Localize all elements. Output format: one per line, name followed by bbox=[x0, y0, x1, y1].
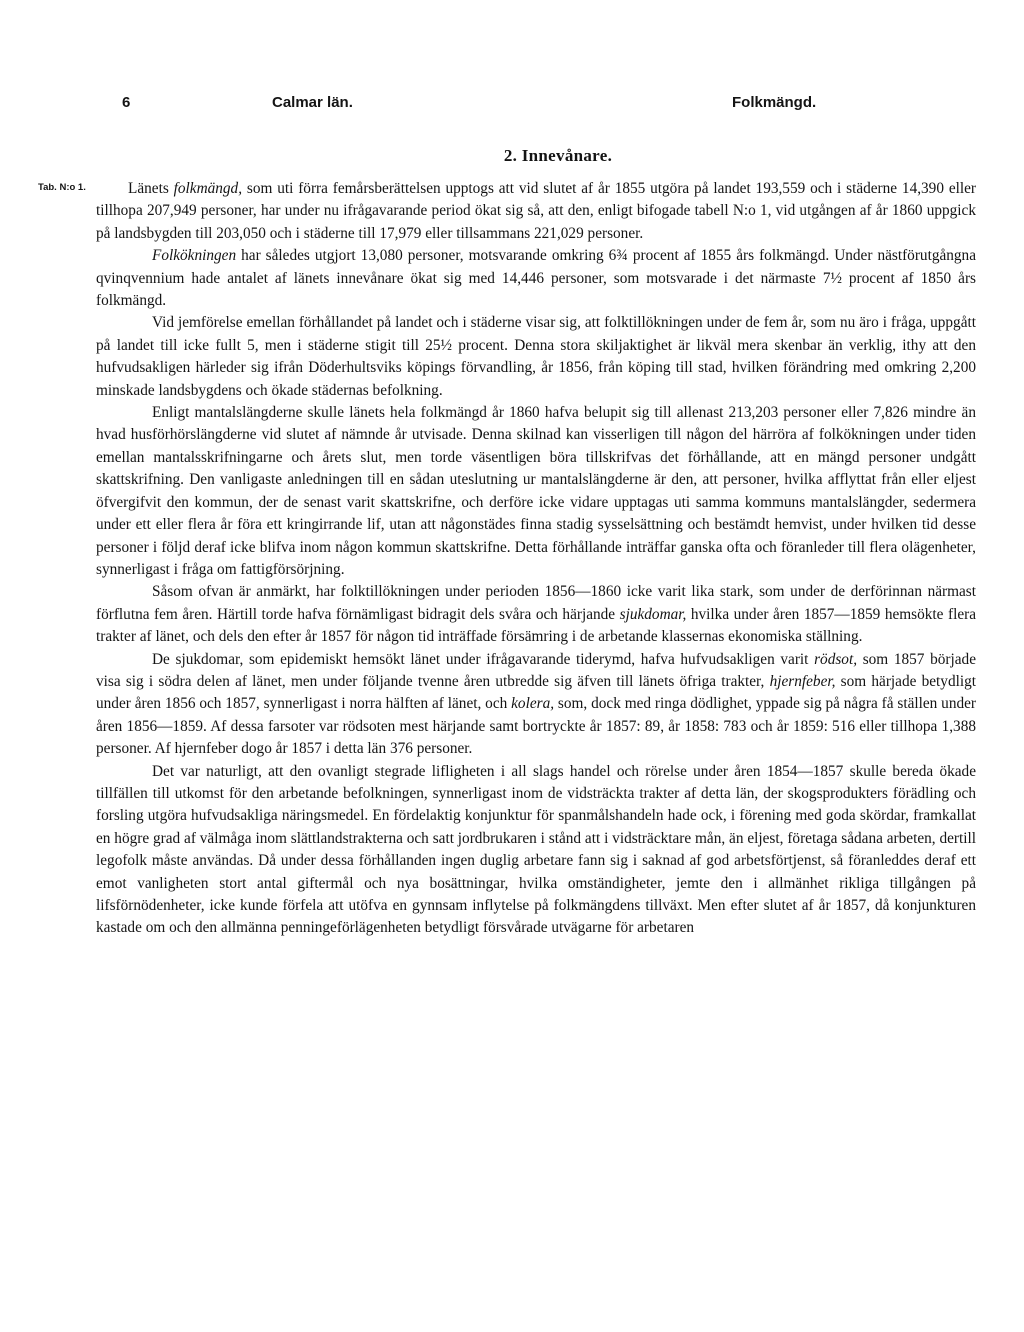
section-tag: Folkmängd. bbox=[732, 94, 817, 111]
paragraph bbox=[96, 312, 976, 402]
italic-term: hjernfeber, bbox=[769, 672, 836, 690]
italic-term: Folkökningen bbox=[152, 247, 237, 265]
text-run: Länets bbox=[128, 180, 174, 197]
body-text bbox=[38, 178, 976, 940]
text-run: har således utgjort 13,080 personer, motsvarande omkring 6¾ procent af 1855 års folkmängd. Under nästförutgångna qvinqvennium hade antalet af länets innevånare ökat sig med 14,446 personer, som motsvarade i det närmaste 7½ procent af 1850 års folkmängd. bbox=[96, 247, 976, 310]
text-run: som uti förra femårsberättelsen upptogs att vid slutet af år 1855 utgöra på landet 193,559 och i städerne 14,390 eller tillhopa 207,949 personer, har under nu ifrågavarande period ökat sig så, att den, enligt bifogade tabell N:o 1, vid utgången af år 1860 uppgick på landsbygden till 203,050 och i städerne till 17,979 eller tillsammans 221,029 personer. bbox=[96, 180, 976, 242]
text-run: De sjukdomar, som epidemiskt hemsökt länet under ifrågavarande tiderymd, hafva hufvudsakligen varit bbox=[152, 650, 815, 668]
text-run: som 1857 började visa sig i södra delen af länet, men under följande tvenne åren utbredde sig äfven till länets öfriga trakter, bbox=[96, 650, 976, 690]
page-number: 6 bbox=[122, 94, 131, 111]
text-run: som, dock med ringa dödlighet, yppade sig på några få ställen under åren 1856—1859. Af dessa farsoter var rödsoten mest härjande samt bortryckte år 1857: 89, år 1858: 783 och år 1859: 516 eller tillhopa 1,388 personer. Af hjernfeber dogo år 1857 i detta län 376 personer. bbox=[96, 695, 976, 758]
text-run: Vid jemförelse emellan förhållandet på landet och i städerne visar sig, att folktillökningen under de fem år, som nu äro i fråga, uppgått på landet till icke fullt 5, men i städerne stigit till 25½ procent. Denna stora skiljaktighet är likväl mera skenbar än verklig, ithy att den hufvudsakligen härleder sig ifrån Döderhultsviks köpings förvandling, år 1856, från köping till stad, hvilken förändring med omkring 2,200 minskade landsbygdens och ökade städernas befolkning. bbox=[96, 314, 976, 399]
section-title-text: 2. Innevånare. bbox=[503, 146, 613, 165]
paragraph bbox=[96, 761, 976, 940]
text-run: Enligt mantalslängderne skulle länets hela folkmängd år 1860 hafva belupit sig till allenast 213,203 personer eller 7,826 mindre än hvad husförhörslängderne vid slutet af nämnde år utvisade. Denna skilnad kan visserligen till någon del härröra af folkökningen under tiden emellan mantalsskrifningarne och årets slut, men torde väsentligen böra tillskrifvas det förhållande, att en mängd personer undgått skattskrifning. Den vanligaste anledningen till en sådan uteslutning ur mantalslängderne är den, att personer, hvilka afflyttat från eller eljest öfvergifvit den kommun, der de senast varit skattskrifne, och derföre icke vidare upptagas uti samma kommuns mantalslängder, sedermera under ett eller flera år föra ett kringirrande lif, utan att någonstädes finna stadig sysselsättning och bestämdt hemvist, under hvilken tid desse personer i följd deraf icke blifva inom någon kommun skattskrifne. Detta förhållande inträffar ganska ofta och föranleder till flera olägenheter, synnerligast i fråga om fattigförsörjning. bbox=[96, 404, 976, 578]
paragraph bbox=[96, 649, 976, 761]
paragraph bbox=[96, 402, 976, 581]
italic-term: rödsot, bbox=[814, 650, 858, 668]
text-run: som härjade betydligt under åren 1856 och 1857, synnerligast i norra hälften af länet, och bbox=[96, 672, 976, 713]
text-run: hvilka under åren 1857—1859 hemsökte flera trakter af länet, och dels den efter år 1857 för någon tid inträffade försämring i de arbetande klassernas ekonomiska ställning. bbox=[96, 605, 976, 646]
italic-term: folkmängd, bbox=[173, 180, 243, 197]
italic-term: kolera, bbox=[511, 695, 555, 713]
table-reference: Tab. N:o 1. bbox=[38, 182, 86, 193]
page-header bbox=[0, 88, 1024, 118]
italic-term: sjukdomar, bbox=[619, 605, 687, 623]
paragraph bbox=[96, 178, 976, 245]
running-title: Calmar län. bbox=[272, 94, 353, 111]
text-run: Såsom ofvan är anmärkt, har folktillökningen under perioden 1856—1860 icke varit lika stark, som under de derförinnan närmast förflutna fem åren. Härtill torde hafva förnämligast bidragit dels svåra och härjande bbox=[96, 583, 976, 623]
paragraph bbox=[96, 245, 976, 312]
section-title bbox=[0, 146, 1024, 166]
text-run: Det var naturligt, att den ovanligt stegrade lifligheten i all slags handel och rörelse under åren 1854—1857 skulle bereda ökade tillfällen till utkomst för den arbetande befolkningen, synnerligast inom de vidsträckta trakter af detta län, der skogsprodukters förädling och forsling utgöra hufvudsakliga näringsmedel. En fördelaktig konjunktur för spanmålshandeln hade ock, i förening med goda skördar, framkallat en högre grad af välmåga inom slättlandstrakterna och satt jordbrukaren i stånd att i vidsträcktare mån, än eljest, företaga sådana arbeten, dertill legofolk måste användas. Då under dessa förhållanden ingen duglig arbetare fann sig i saknad af god arbetsförtjenst, så föranleddes deraf ett emot vanligheten stort antal giftermål och nya bosättningar, hvilka omständigheter, jemte den i allmänhet rikliga tillgången på lifsförnödenheter, icke kunde förfela att utöfva en gynnsam inflytelse på folkmängdens tillväxt. Men efter slutet af år 1857, då konjunkturen kastade om och den allmänna penningeförlägenheten betydligt försvårade utvägarne för arbetaren bbox=[96, 762, 976, 937]
paragraph bbox=[96, 581, 976, 648]
